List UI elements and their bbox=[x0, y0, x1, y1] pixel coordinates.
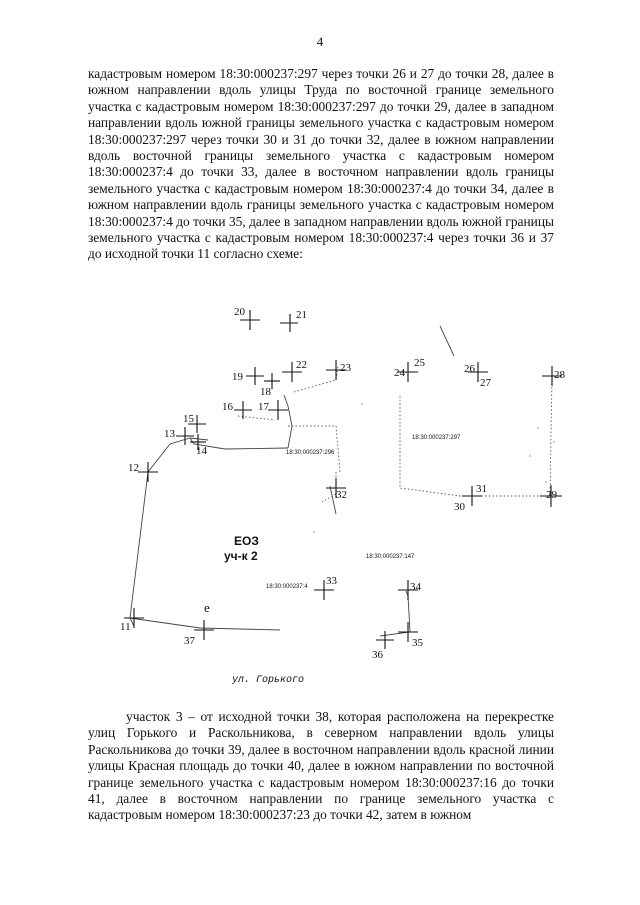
parcel-label-297: 18:30:000237:297 bbox=[412, 435, 461, 441]
point-label-26: 26 bbox=[464, 363, 475, 375]
point-label-27: 27 bbox=[480, 377, 491, 389]
point-label-13: 13 bbox=[164, 428, 175, 440]
point-label-37: 37 bbox=[184, 635, 195, 647]
point-label-18: 18 bbox=[260, 386, 271, 398]
point-labels bbox=[120, 306, 566, 661]
point-label-20: 20 bbox=[234, 306, 245, 318]
point-label-31: 31 bbox=[476, 483, 487, 495]
page-number: 4 bbox=[316, 34, 324, 49]
handwritten-mark: е bbox=[204, 600, 210, 615]
cross-12 bbox=[138, 462, 158, 482]
point-label-36: 36 bbox=[372, 649, 383, 661]
point-label-29: 29 bbox=[546, 489, 557, 501]
paragraph-top: кадастровым номером 18:30:000237:297 через точки 26 и 27 до точки 28, далее в южном направлении вдоль улицы Труда по восточной границе земельного участка с кадастровым номером 18:30:000237:297 до точки 29, далее в западном направлении вдоль южной границы земельного участка с кадастровым номером 18:30:000237:297 через точки 30 и 31 до точки 32, далее в южном направлении вдоль восточной границы земельного участка с кадастровым номером 18:30:000237:4 до точки 33, далее в восточном направлении вдоль границы земельного участка с кадастровым номером 18:30:000237:4 до точки 34, далее в южном направлении вдоль границы земельного участка с кадастровым номером 18:30:000237:4 до точки 35, далее в западном направлении вдоль южной границы земельного участка с кадастровым номером 18:30:000237:4 через точки 36 и 37 до исходной точки 11 согласно схеме: bbox=[88, 66, 554, 262]
cross-17 bbox=[268, 400, 288, 420]
point-label-17: 17 bbox=[258, 401, 269, 413]
paragraph-bottom: участок 3 – от исходной точки 38, которая расположена на перекрестке улиц Горького и Раскольникова, в северном направлении вдоль улицы Раскольникова до точки 39, далее в восточном направлении вдоль красной линии улицы Красная площадь до точки 40, далее в южном направлении по восточной границе земельного участка с кадастровым номером 18:30:000237:16 до точки 41, далее в восточном направлении по границе земельного участка с кадастровым номером 18:30:000237:23 до точки 42, затем в южном bbox=[88, 709, 554, 823]
point-label-32: 32 bbox=[336, 489, 347, 501]
point-label-11: 11 bbox=[120, 621, 131, 633]
point-label-25: 25 bbox=[414, 357, 425, 369]
point-label-24: 24 bbox=[394, 367, 405, 379]
point-label-34: 34 bbox=[410, 581, 421, 593]
parcel-label-147: 18:30:000237:147 bbox=[366, 554, 415, 560]
point-label-19: 19 bbox=[232, 371, 243, 383]
point-label-28: 28 bbox=[554, 369, 565, 381]
point-label-21: 21 bbox=[296, 309, 307, 321]
point-label-15: 15 bbox=[183, 413, 194, 425]
point-label-30: 30 bbox=[454, 501, 465, 513]
point-label-12: 12 bbox=[128, 462, 139, 474]
cross-16 bbox=[234, 401, 252, 419]
point-label-22: 22 bbox=[296, 359, 307, 371]
point-label-35: 35 bbox=[412, 637, 423, 649]
street-label: ул. Горького bbox=[232, 675, 305, 686]
cross-19 bbox=[246, 367, 264, 385]
parcel-label-296: 18:30:000237:296 bbox=[286, 450, 335, 456]
parcel-label-4: 18:30:000237:4 bbox=[266, 584, 308, 590]
point-label-23: 23 bbox=[340, 362, 351, 374]
point-label-16: 16 bbox=[222, 401, 233, 413]
cross-36 bbox=[376, 631, 394, 649]
zone-label: ЕОЗ bbox=[234, 534, 259, 548]
point-label-14: 14 bbox=[196, 445, 207, 457]
point-label-33: 33 bbox=[326, 575, 337, 587]
cross-37 bbox=[194, 620, 214, 640]
lot-label: уч-к 2 bbox=[224, 549, 258, 563]
boundary-scheme bbox=[100, 296, 580, 696]
point-crosses bbox=[124, 310, 562, 649]
scan-specks bbox=[313, 361, 554, 532]
